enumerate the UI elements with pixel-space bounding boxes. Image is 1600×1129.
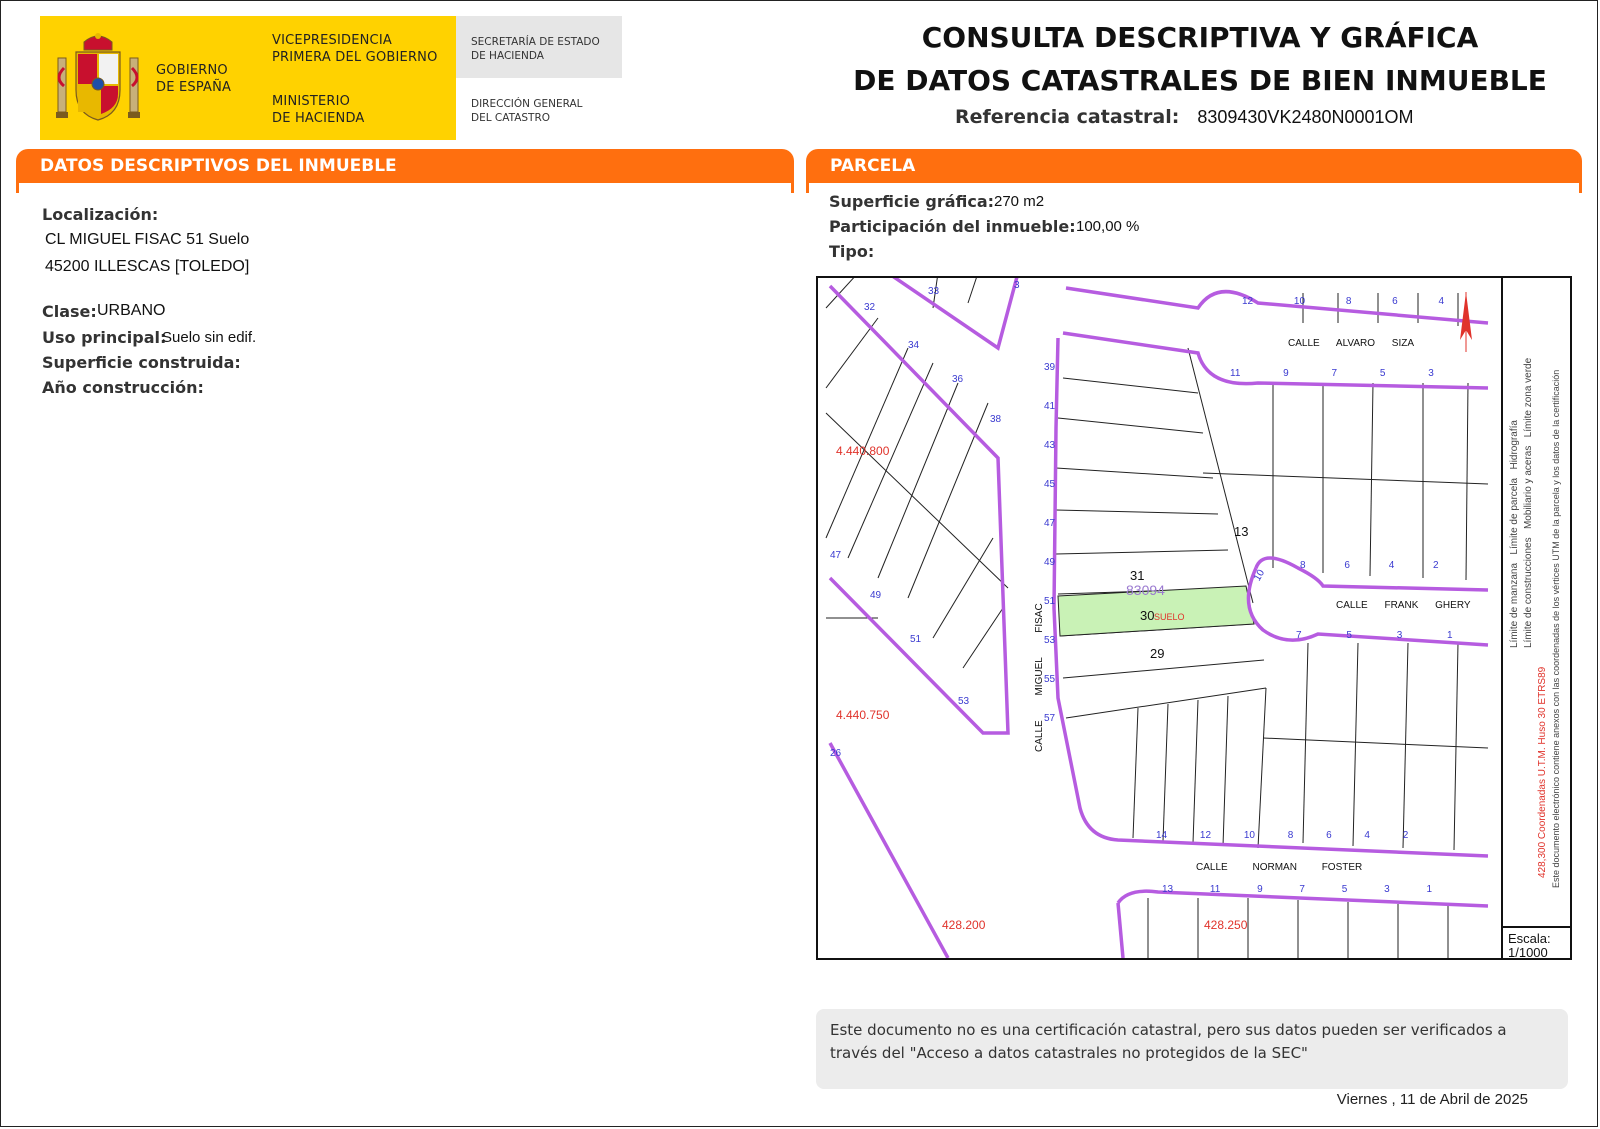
- participacion-value: 100,00 %: [1076, 218, 1140, 235]
- street-frank-2: GHERY: [1435, 600, 1471, 611]
- map-legend: [1501, 278, 1571, 928]
- num-ab-1: 9: [1283, 368, 1289, 379]
- num-l-4: 33: [928, 286, 940, 297]
- document-date: Viernes , 11 de Abril de 2025: [1336, 1091, 1528, 1108]
- dir-line2: DEL CATASTRO: [471, 112, 551, 124]
- num-fi-3: 45: [1044, 479, 1056, 490]
- num-nb-3: 7: [1299, 884, 1305, 895]
- num-nt-4: 6: [1326, 830, 1332, 841]
- num-fi-4: 47: [1044, 518, 1056, 529]
- direccion-line1: CL MIGUEL FISAC 51 Suelo: [45, 231, 250, 248]
- street-norman-1: NORMAN: [1252, 862, 1297, 873]
- num-nb-4: 5: [1341, 884, 1348, 895]
- legend-mobiliario: Mobiliario y aceras: [1523, 445, 1534, 530]
- legend-hidrografia: Hidrografía: [1509, 420, 1520, 470]
- legend-parcela: Límite de parcela: [1509, 477, 1520, 555]
- section-parcela-header: PARCELA: [806, 149, 1582, 183]
- num-at-0: 12: [1242, 296, 1254, 307]
- numbers-alvaro-bottom: [1230, 368, 1434, 379]
- num-fi-8: 55: [1044, 674, 1056, 685]
- spain-coat-of-arms-icon: [54, 28, 142, 124]
- numbers-frank-bottom: [1296, 630, 1453, 641]
- num-l-0: 32: [864, 302, 876, 313]
- section-left-edge: [16, 183, 794, 193]
- num-ft-0: 8: [1300, 560, 1306, 571]
- num-nb-2: 9: [1257, 884, 1263, 895]
- suelo-label: SUELO: [1154, 612, 1185, 622]
- ref-label: Referencia catastral:: [955, 106, 1180, 128]
- escala-value: 1/1000: [1508, 945, 1548, 960]
- participacion-label: Participación del inmueble:: [829, 217, 1076, 236]
- legend-coords: 428,300 Coordenadas U.T.M. Huso 30 ETRS89: [1537, 666, 1548, 878]
- vice-text: [272, 32, 438, 66]
- parcel-30: 30: [1140, 608, 1155, 623]
- num-l-10: 26: [830, 748, 842, 759]
- street-alvaro-0: CALLE: [1288, 338, 1320, 349]
- disclaimer-note: Este documento no es una certificación catastral, pero sus datos pueden ser verificados a través del "Acceso a datos catastrales no protegidos de la SEC": [816, 1009, 1568, 1089]
- num-l-1: 34: [908, 340, 920, 351]
- cadastral-map[interactable]: [816, 276, 1572, 960]
- vice-line2: PRIMERA DEL GOBIERNO: [272, 50, 438, 65]
- gov-line1: GOBIERNO: [156, 63, 228, 78]
- sec-line2: DE HACIENDA: [471, 50, 544, 62]
- street-norman-0: CALLE: [1196, 862, 1228, 873]
- secretaria-text: [471, 35, 600, 63]
- num-at-2: 8: [1345, 296, 1352, 307]
- num-fb-0: 7: [1296, 630, 1302, 641]
- num-fi-2: 43: [1044, 440, 1056, 451]
- superficie-grafica-value: 270 m2: [994, 193, 1045, 210]
- numbers-norman-top: [1156, 830, 1408, 841]
- num-fb-1: 5: [1346, 630, 1352, 641]
- street-alvaro-2: SIZA: [1391, 338, 1415, 349]
- ref-value: 8309430VK2480N0001OM: [1197, 107, 1414, 127]
- sec-line1: SECRETARÍA DE ESTADO: [471, 36, 600, 48]
- title-line1: CONSULTA DESCRIPTIVA Y GRÁFICA: [921, 21, 1479, 54]
- num-fi-1: 41: [1044, 401, 1056, 412]
- num-at-3: 6: [1392, 296, 1398, 307]
- referencia-catastral: [955, 106, 1414, 129]
- street-fisac-2: FISAC: [1034, 603, 1045, 633]
- num-nb-0: 13: [1162, 884, 1174, 895]
- block-id: 83094: [1126, 582, 1165, 598]
- num-ab-3: 5: [1379, 368, 1386, 379]
- num-l-5: 3: [1014, 280, 1020, 291]
- coord-y1: 4.440.800: [836, 444, 890, 458]
- numbers-alvaro-top: [1242, 296, 1444, 307]
- section-descriptivos-header: DATOS DESCRIPTIVOS DEL INMUEBLE: [16, 149, 794, 183]
- direccion-text: [471, 97, 583, 125]
- title-line2: DE DATOS CATASTRALES DE BIEN INMUEBLE: [853, 64, 1547, 97]
- legend-zona-verde: Límite zona verde: [1523, 357, 1534, 438]
- superficie-construida-label: Superficie construida:: [42, 353, 241, 372]
- parcel-13: 13: [1234, 524, 1249, 539]
- num-ab-4: 3: [1428, 368, 1434, 379]
- uso-value: Suelo sin edif.: [162, 329, 257, 346]
- direccion-line2: 45200 ILLESCAS [TOLEDO]: [45, 258, 250, 275]
- legend-construcciones: Límite de construcciones: [1523, 537, 1534, 648]
- escala-label: Escala:: [1508, 931, 1551, 946]
- numbers-norman-bottom: [1162, 884, 1432, 895]
- num-fb-3: 1: [1447, 630, 1453, 641]
- num-ab-2: 7: [1331, 368, 1338, 379]
- num-l-7: 49: [870, 590, 882, 601]
- num-nt-2: 10: [1243, 830, 1255, 841]
- num-l-8: 51: [910, 634, 922, 645]
- map-scale: [1501, 926, 1571, 958]
- street-norman-2: FOSTER: [1321, 862, 1363, 873]
- gov-text: [156, 62, 231, 96]
- num-nb-5: 3: [1384, 884, 1390, 895]
- uso-label: Uso principal:: [42, 328, 167, 347]
- legend-manzana: Límite de manzana: [1509, 562, 1520, 648]
- num-nb-6: 1: [1426, 884, 1433, 895]
- num-nt-5: 4: [1364, 830, 1370, 841]
- dir-line1: DIRECCIÓN GENERAL: [471, 98, 583, 110]
- num-ft-2: 6: [1344, 560, 1350, 571]
- num-ft-3: 4: [1388, 560, 1395, 571]
- num-ab-0: 11: [1230, 368, 1241, 379]
- numbers-fisac: [1044, 348, 1058, 738]
- num-nt-0: 14: [1156, 830, 1168, 841]
- street-norman-foster: [1196, 862, 1362, 873]
- vice-line1: VICEPRESIDENCIA: [272, 33, 392, 48]
- coord-x1: 428.200: [942, 918, 986, 932]
- street-frank-ghery: [1336, 600, 1471, 611]
- num-l-2: 36: [952, 374, 964, 385]
- min-line2: DE HACIENDA: [272, 111, 365, 126]
- num-fi-7: 53: [1044, 635, 1056, 646]
- clase-label: Clase:: [42, 302, 97, 321]
- localizacion-label: Localización:: [42, 205, 159, 224]
- num-fb-2: 3: [1396, 630, 1403, 641]
- num-fi-6: 51: [1044, 596, 1056, 607]
- numbers-frank-top: [1300, 560, 1439, 571]
- num-nt-3: 8: [1287, 830, 1294, 841]
- street-alvaro-siza: [1288, 338, 1414, 349]
- parcel-29: 29: [1150, 646, 1165, 661]
- street-alvaro-1: ALVARO: [1335, 338, 1376, 349]
- num-at-1: 10: [1293, 296, 1306, 307]
- num-l-3: 38: [990, 414, 1002, 425]
- superficie-grafica-label: Superficie gráfica:: [829, 192, 995, 211]
- street-fisac-0: CALLE: [1034, 720, 1045, 752]
- tipo-label: Tipo:: [829, 242, 875, 261]
- num-fi-9: 57: [1044, 713, 1056, 724]
- num-nt-6: 2: [1402, 830, 1409, 841]
- num-fi-0: 39: [1044, 362, 1056, 373]
- ministerio-text: [272, 93, 365, 127]
- num-nt-1: 12: [1199, 830, 1212, 841]
- page-title: [850, 16, 1550, 102]
- parcel-31: 31: [1130, 568, 1145, 583]
- num-ft-4: 2: [1433, 560, 1439, 571]
- num-frank-10: 10: [1252, 567, 1268, 584]
- clase-value: URBANO: [97, 302, 166, 319]
- anio-construccion-label: Año construcción:: [42, 378, 204, 397]
- min-line1: MINISTERIO: [272, 94, 351, 109]
- legend-note: Este documento electrónico contiene anexos con las coordenadas de los vértices UTM de la parcela y los datos de la certificación: [1551, 369, 1561, 888]
- num-fi-5: 49: [1044, 557, 1056, 568]
- legend-col1: [1509, 420, 1520, 648]
- num-l-9: 53: [958, 696, 970, 707]
- num-nb-1: 11: [1209, 884, 1221, 895]
- gov-line2: DE ESPAÑA: [156, 80, 232, 95]
- num-at-4: 4: [1438, 296, 1445, 307]
- street-frank-0: CALLE: [1336, 600, 1368, 611]
- num-l-6: 47: [830, 550, 842, 561]
- legend-col2: [1523, 358, 1534, 648]
- street-frank-1: FRANK: [1384, 600, 1419, 611]
- coord-x2: 428.250: [1204, 918, 1248, 932]
- coord-y2: 4.440.750: [836, 708, 890, 722]
- street-fisac-1: MIGUEL: [1034, 657, 1045, 696]
